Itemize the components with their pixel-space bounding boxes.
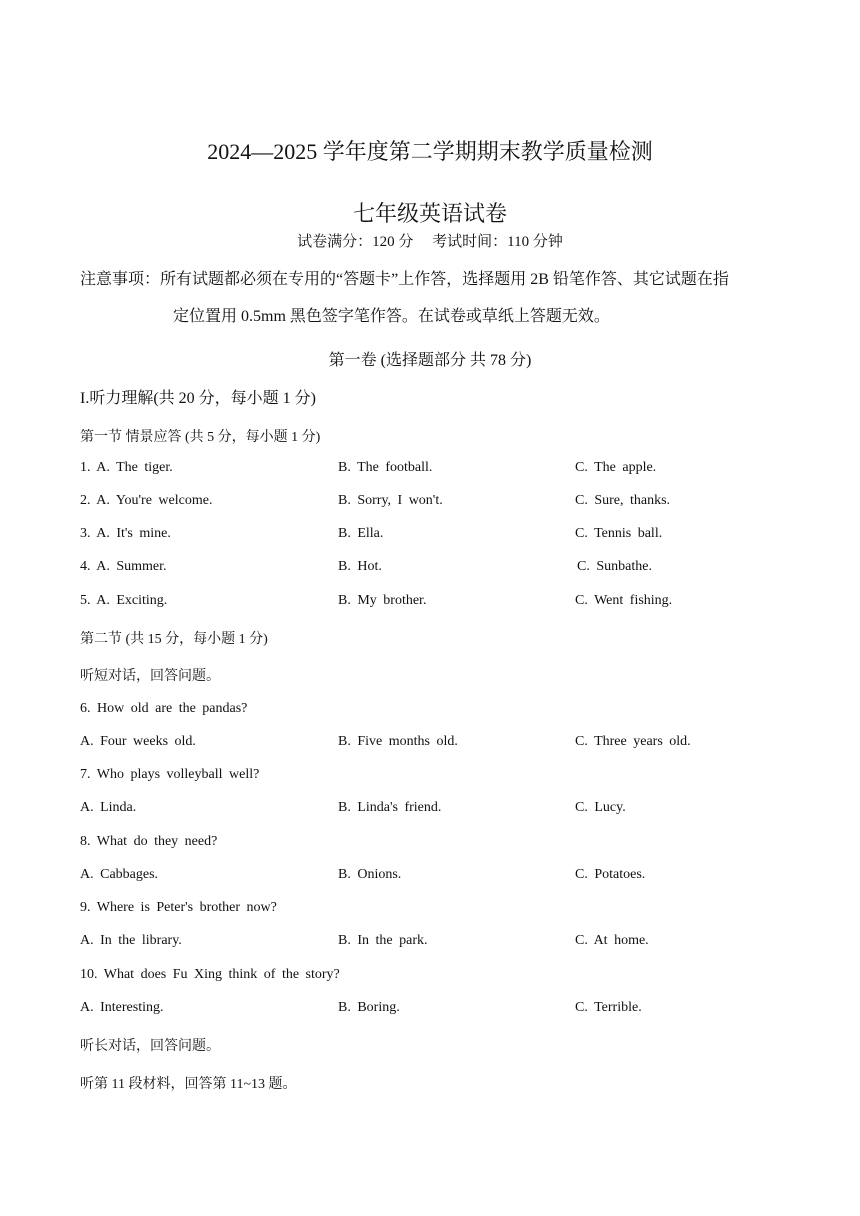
- subsection-1-title: 第一节 情景应答 (共 5 分，每小题 1 分): [80, 430, 321, 445]
- question-6-option-c: C. Three years old.: [575, 734, 691, 749]
- notice-line-1: 注意事项：所有试题都必须在专用的“答题卡”上作答，选择题用 2B 铅笔作答、其它试题在指: [80, 271, 729, 288]
- item-4-option-c: C. Sunbathe.: [577, 559, 652, 574]
- item-1-option-c: C. The apple.: [575, 460, 657, 475]
- question-7-option-a: A. Linda.: [80, 800, 137, 815]
- question-9-option-c: C. At home.: [575, 933, 649, 948]
- question-8: 8. What do they need?: [80, 834, 218, 849]
- exam-title: 2024—2025 学年度第二学期期末教学质量检测: [207, 139, 653, 164]
- item-2-option-a: 2. A. You're welcome.: [80, 493, 213, 508]
- item-1-option-a: 1. A. The tiger.: [80, 460, 173, 475]
- part-title: 第一卷 (选择题部分 共 78 分): [328, 352, 532, 369]
- question-10-option-a: A. Interesting.: [80, 1000, 164, 1015]
- question-6-option-b: B. Five months old.: [338, 734, 458, 749]
- question-9-option-b: B. In the park.: [338, 933, 428, 948]
- question-10-option-c: C. Terrible.: [575, 1000, 642, 1015]
- question-9-option-a: A. In the library.: [80, 933, 182, 948]
- question-10-option-b: B. Boring.: [338, 1000, 400, 1015]
- question-7: 7. Who plays volleyball well?: [80, 767, 260, 782]
- long-dialog-instruction: 听长对话，回答问题。: [80, 1039, 220, 1054]
- question-7-option-c: C. Lucy.: [575, 800, 626, 815]
- question-8-option-b: B. Onions.: [338, 867, 402, 882]
- question-9: 9. Where is Peter's brother now?: [80, 900, 277, 915]
- exam-subtitle: 七年级英语试卷: [352, 201, 507, 226]
- item-3-option-a: 3. A. It's mine.: [80, 526, 171, 541]
- item-3-option-b: B. Ella.: [338, 526, 384, 541]
- item-5-option-b: B. My brother.: [338, 593, 427, 608]
- item-5-option-c: C. Went fishing.: [575, 593, 673, 608]
- material-instruction: 听第 11 段材料，回答第 11~13 题。: [80, 1077, 297, 1092]
- item-3-option-c: C. Tennis ball.: [575, 526, 663, 541]
- subsection-2-title: 第二节 (共 15 分，每小题 1 分): [80, 632, 268, 647]
- section-title: I.听力理解(共 20 分，每小题 1 分): [80, 390, 316, 407]
- item-4-option-b: B. Hot.: [338, 559, 382, 574]
- item-5-option-a: 5. A. Exciting.: [80, 593, 168, 608]
- short-dialog-instruction: 听短对话，回答问题。: [80, 669, 220, 684]
- question-6-option-a: A. Four weeks old.: [80, 734, 196, 749]
- item-2-option-c: C. Sure, thanks.: [575, 493, 671, 508]
- item-2-option-b: B. Sorry, I won't.: [338, 493, 443, 508]
- exam-meta: 试卷满分：120 分 考试时间：110 分钟: [297, 234, 563, 250]
- question-8-option-a: A. Cabbages.: [80, 867, 159, 882]
- question-6: 6. How old are the pandas?: [80, 701, 248, 716]
- item-1-option-b: B. The football.: [338, 460, 433, 475]
- question-8-option-c: C. Potatoes.: [575, 867, 646, 882]
- question-7-option-b: B. Linda's friend.: [338, 800, 442, 815]
- notice-line-2: 定位置用 0.5mm 黑色签字笔作答。在试卷或草纸上答题无效。: [173, 308, 610, 325]
- question-10: 10. What does Fu Xing think of the story?: [80, 967, 340, 982]
- item-4-option-a: 4. A. Summer.: [80, 559, 167, 574]
